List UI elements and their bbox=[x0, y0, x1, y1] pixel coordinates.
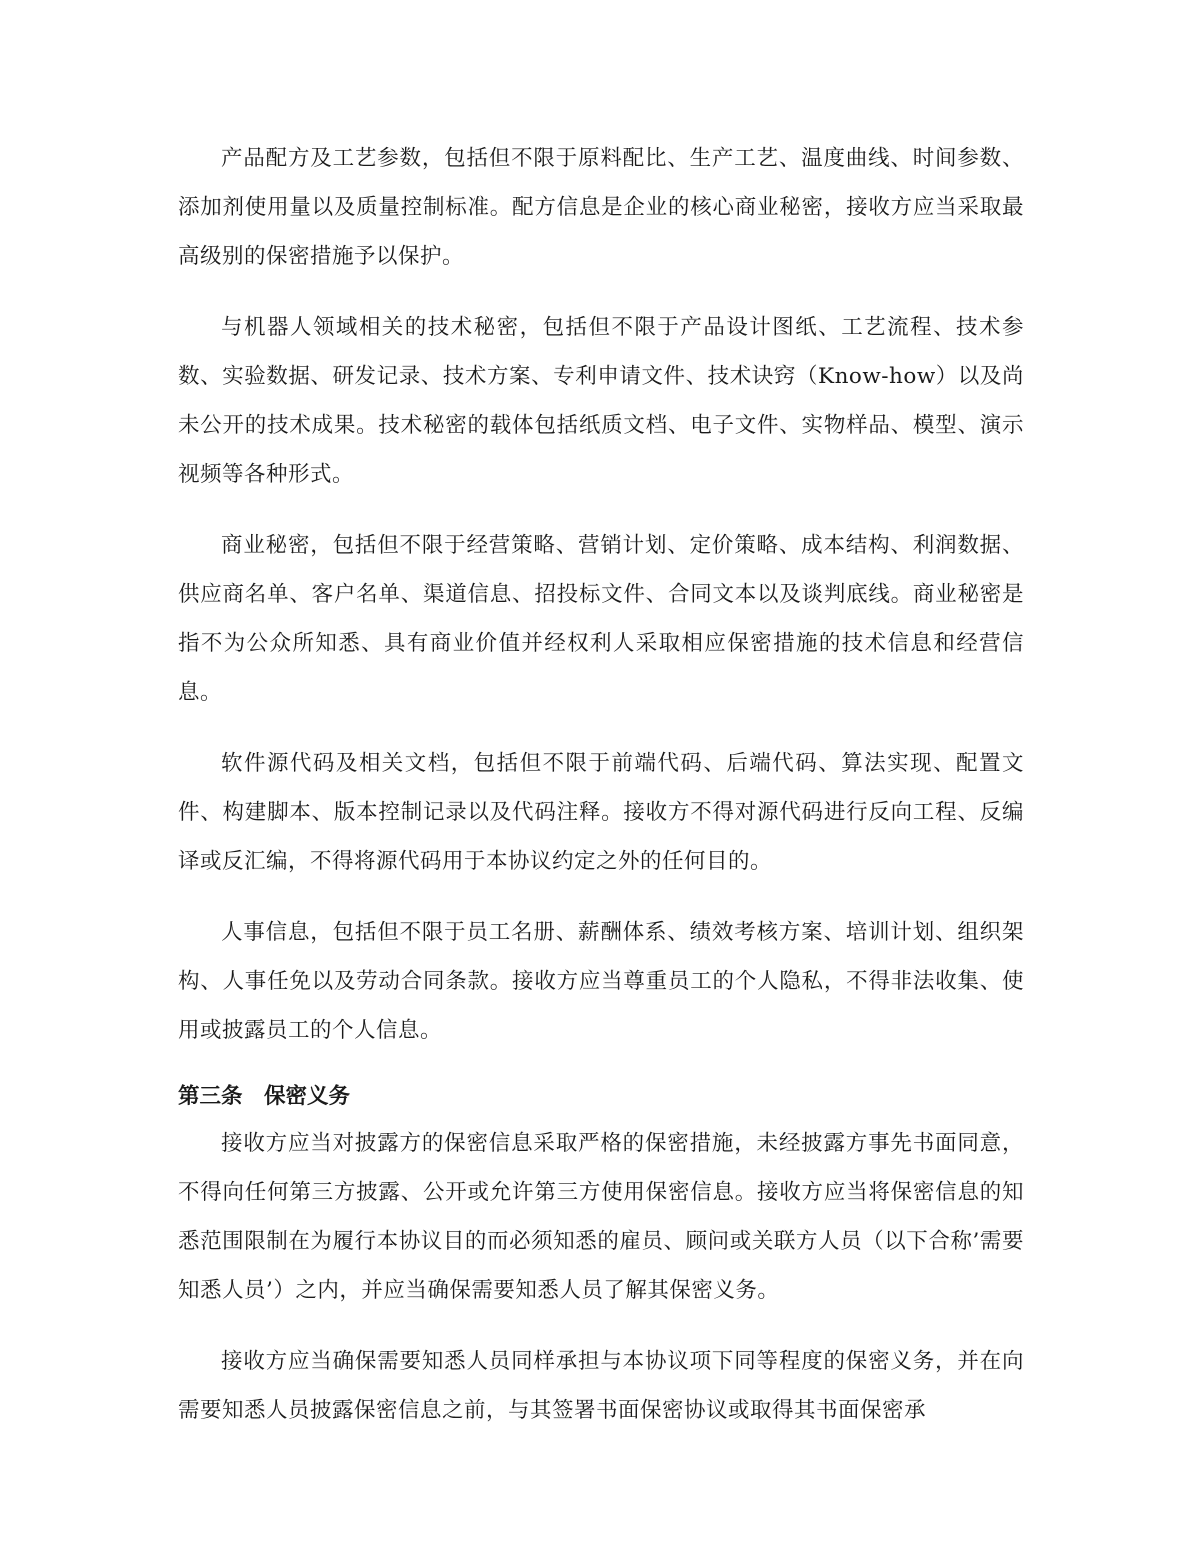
paragraph-formula: 产品配方及工艺参数，包括但不限于原料配比、生产工艺、温度曲线、时间参数、添加剂使用量以及质量控制标准。配方信息是企业的核心商业秘密，接收方应当采取最高级别的保密措施予以保护。 bbox=[178, 146, 1024, 269]
paragraph-business-secrets: 商业秘密，包括但不限于经营策略、营销计划、定价策略、成本结构、利润数据、供应商名单、客户名单、渠道信息、招投标文件、合同文本以及谈判底线。商业秘密是指不为公众所知悉、具有商业价值并经权利人采取相应保密措施的技术信息和经营信息。 bbox=[178, 533, 1024, 705]
paragraph-source-code: 软件源代码及相关文档，包括但不限于前端代码、后端代码、算法实现、配置文件、构建脚本、版本控制记录以及代码注释。接收方不得对源代码进行反向工程、反编译或反汇编，不得将源代码用于本协议约定之外的任何目的。 bbox=[178, 751, 1024, 874]
document-body bbox=[178, 134, 1024, 1457]
paragraph-personnel-info: 人事信息，包括但不限于员工名册、薪酬体系、绩效考核方案、培训计划、组织架构、人事任免以及劳动合同条款。接收方应当尊重员工的个人隐私，不得非法收集、使用或披露员工的个人信息。 bbox=[178, 920, 1024, 1043]
section-heading: 第三条 保密义务 bbox=[178, 1084, 351, 1109]
paragraph-obligation-1: 接收方应当对披露方的保密信息采取严格的保密措施，未经披露方事先书面同意，不得向任何第三方披露、公开或允许第三方使用保密信息。接收方应当将保密信息的知悉范围限制在为履行本协议目的而必须知悉的雇员、顾问或关联方人员（以下合称’需要知悉人员’）之内，并应当确保需要知悉人员了解其保密义务。 bbox=[178, 1131, 1024, 1303]
paragraph-obligation-2: 接收方应当确保需要知悉人员同样承担与本协议项下同等程度的保密义务，并在向需要知悉人员披露保密信息之前，与其签署书面保密协议或取得其书面保密承 bbox=[178, 1349, 1024, 1423]
paragraph-technical-secrets: 与机器人领域相关的技术秘密，包括但不限于产品设计图纸、工艺流程、技术参数、实验数据、研发记录、技术方案、专利申请文件、技术诀窍（Know-how）以及尚未公开的技术成果。技术秘密的载体包括纸质文档、电子文件、实物样品、模型、演示视频等各种形式。 bbox=[178, 315, 1024, 487]
